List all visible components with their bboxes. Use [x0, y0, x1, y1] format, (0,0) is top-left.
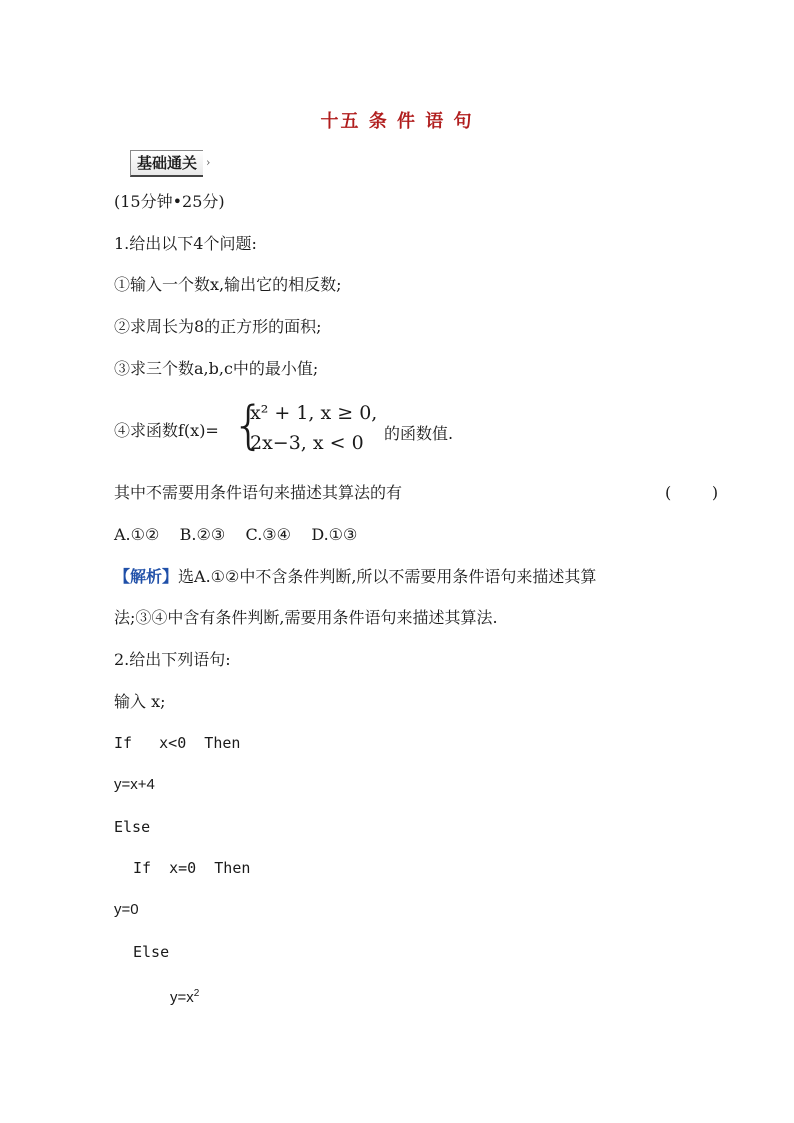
- code-line-5: If x=0 Then: [133, 859, 251, 877]
- question-2-stem: 2.给出下列语句:: [114, 650, 231, 669]
- case-2: 2x−3, x < 0: [250, 432, 364, 454]
- superscript-2: 2: [193, 988, 200, 999]
- question-1-item-2: ②求周长为8的正方形的面积;: [114, 317, 322, 336]
- analysis-line-1: [114, 567, 596, 587]
- code-line-1: 输入 x;: [114, 692, 166, 711]
- question-1-question: 其中不需要用条件语句来描述其算法的有: [114, 483, 403, 502]
- code-line-8-text: y=x: [170, 989, 194, 1006]
- analysis-text-1: 选A.①②中不含条件判断,所以不需要用条件语句来描述其算: [178, 567, 597, 586]
- item-4-suffix: 的函数值.: [384, 424, 454, 443]
- case-1: x² + 1, x ≥ 0,: [250, 402, 378, 424]
- question-1-item-1: ①输入一个数x,输出它的相反数;: [114, 275, 342, 294]
- code-line-7: Else: [133, 943, 170, 961]
- code-line-8: [170, 984, 199, 1008]
- analysis-tag: 【解析】: [114, 567, 179, 586]
- time-score: (15分钟•25分): [114, 192, 225, 211]
- code-line-6: y=0: [114, 901, 139, 918]
- question-1-stem: 1.给出以下4个问题:: [114, 234, 257, 253]
- code-line-2: If x<0 Then: [114, 734, 241, 752]
- code-line-4: Else: [114, 818, 151, 836]
- section-badge: 基础通关: [130, 150, 203, 177]
- answer-parentheses: ( ): [665, 483, 719, 502]
- left-brace: {: [232, 396, 266, 456]
- item-4-prefix: ④求函数f(x)=: [114, 421, 219, 440]
- question-1-options: A.①② B.②③ C.③④ D.①③: [114, 525, 358, 544]
- arrow-icon: ›: [206, 156, 211, 169]
- code-line-3: y=x+4: [114, 776, 155, 793]
- question-1-item-3: ③求三个数a,b,c中的最小值;: [114, 359, 319, 378]
- analysis-line-2: 法;③④中含有条件判断,需要用条件语句来描述其算法.: [114, 608, 498, 627]
- page-title: 十五 条 件 语 句: [320, 111, 474, 132]
